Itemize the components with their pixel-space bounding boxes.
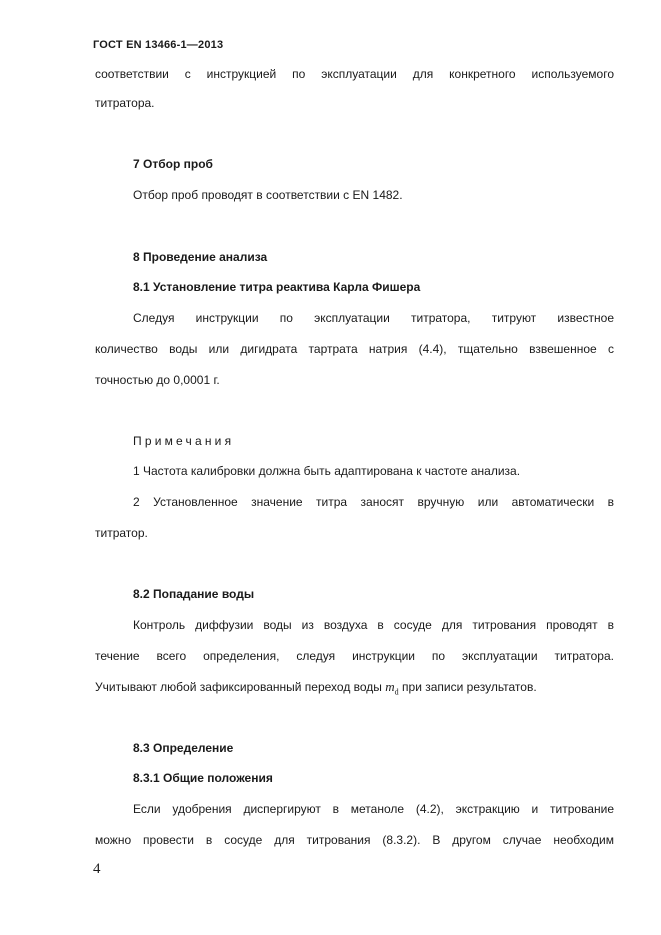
- section-8-2-line-3: [95, 679, 537, 700]
- continued-paragraph-line-2: титратора.: [95, 96, 155, 110]
- section-8-3-heading: 8.3 Определение: [133, 741, 234, 755]
- section-8-1-heading: 8.1 Установление титра реактива Карла Фишера: [133, 280, 421, 294]
- page-number: 4: [93, 861, 101, 877]
- note-2-line-1: 2 Установленное значение титра заносят вручную или автоматически в: [133, 495, 614, 509]
- section-8-1-line-3: точностью до 0,0001 г.: [95, 373, 220, 387]
- continued-paragraph-line-1: соответствии с инструкцией по эксплуатации для конкретного используемого: [95, 67, 614, 81]
- section-8-2-line-3-text-b: при записи результатов.: [402, 680, 537, 694]
- section-8-3-1-line-1: Если удобрения диспергируют в метаноле (4.2), экстракцию и титрование: [133, 802, 614, 816]
- water-transfer-symbol: $m_d$: [385, 679, 399, 697]
- note-2-line-2: титратор.: [95, 526, 148, 540]
- section-8-2-line-1: Контроль диффузии воды из воздуха в сосуде для титрования проводят в: [133, 618, 614, 632]
- section-7-text: Отбор проб проводят в соответствии с EN 1482.: [133, 188, 403, 202]
- notes-title: Примечания: [133, 434, 235, 448]
- section-8-3-1-line-2: можно провести в сосуде для титрования (8.3.2). В другом случае необходим: [95, 833, 614, 847]
- document-header: ГОСТ EN 13466-1—2013: [93, 39, 224, 51]
- section-8-2-line-2: течение всего определения, следуя инструкции по эксплуатации титратора.: [95, 649, 614, 663]
- section-8-2-heading: 8.2 Попадание воды: [133, 587, 255, 601]
- section-8-2-line-3-text-a: Учитывают любой зафиксированный переход воды: [95, 680, 382, 694]
- section-8-1-line-2: количество воды или дигидрата тартрата натрия (4.4), тщательно взвешенное с: [95, 342, 614, 356]
- section-7-heading: 7 Отбор проб: [133, 157, 213, 171]
- note-1: 1 Частота калибровки должна быть адаптирована к частоте анализа.: [133, 464, 521, 478]
- section-8-heading: 8 Проведение анализа: [133, 250, 268, 264]
- section-8-3-1-heading: 8.3.1 Общие положения: [133, 771, 273, 785]
- section-8-1-line-1: Следуя инструкции по эксплуатации титратора, титруют известное: [133, 311, 614, 325]
